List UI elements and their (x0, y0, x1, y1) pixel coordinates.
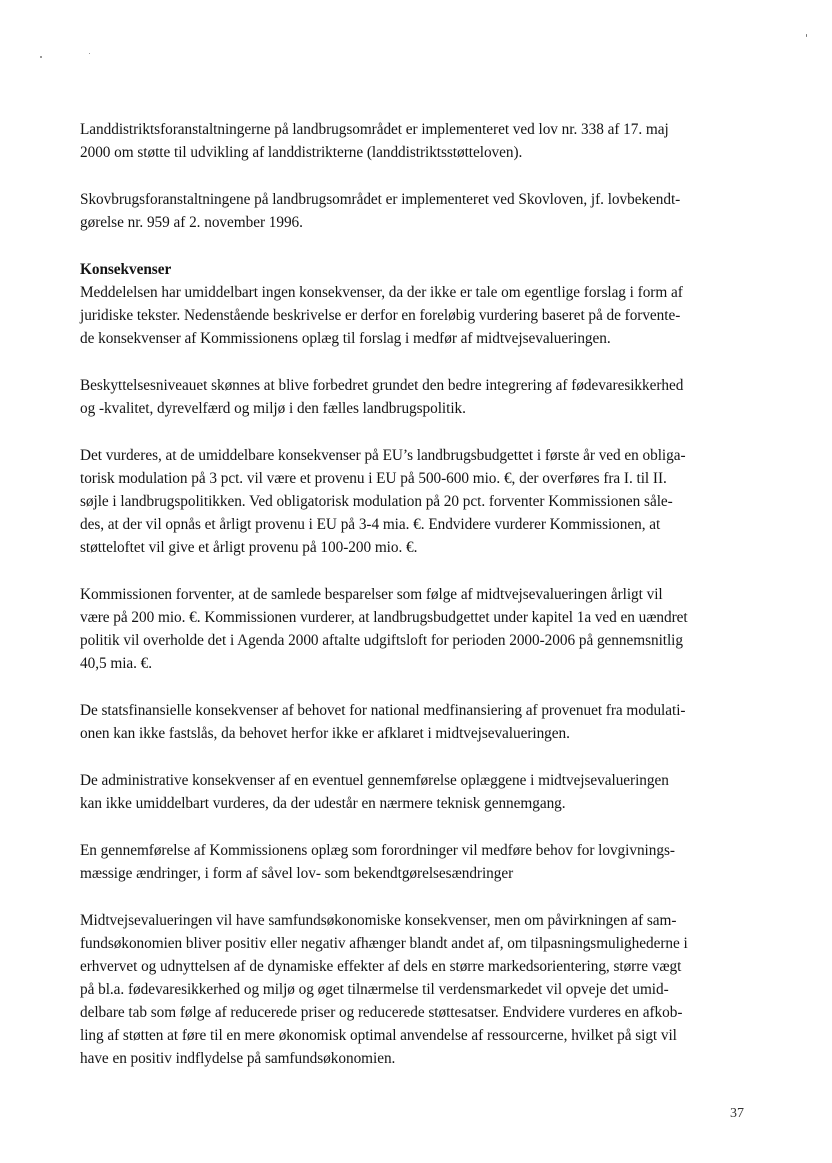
text-line: søjle i landbrugspolitikken. Ved obligatorisk modulation på 20 pct. forventer Kommissionen såle- (80, 493, 673, 510)
text-line: de konsekvenser af Kommissionens oplæg til forslag i medfør af midtvejsevalueringen. (80, 330, 611, 347)
text-line: 2000 om støtte til udvikling af landdistrikterne (landdistriktsstøtteloven). (80, 144, 523, 161)
text-line: være på 200 mio. €. Kommissionen vurderer, at landbrugsbudgettet under kapitel 1a ved en uændret (80, 609, 688, 626)
scan-speck (806, 34, 807, 37)
text-line: onen kan ikke fastslås, da behovet herfor ikke er afklaret i midtvejsevalueringen. (80, 725, 570, 742)
paragraph-lovgivning (80, 839, 752, 885)
text-line: gørelse nr. 959 af 2. november 1996. (80, 214, 303, 231)
paragraph-skovbrug (80, 188, 752, 234)
text-line: støtteloftet vil give et årligt provenu på 100-200 mio. €. (80, 539, 418, 556)
text-line: Det vurderes, at de umiddelbare konsekvenser på EU’s landbrugsbudgettet i første år ved en obliga- (80, 447, 686, 464)
scan-speck (89, 53, 90, 54)
paragraph-gap (80, 420, 752, 444)
text-line: politik vil overholde det i Agenda 2000 aftalte udgiftsloft for perioden 2000-2006 på gennemsnitlig (80, 632, 683, 649)
text-line: Midtvejsevalueringen vil have samfundsøkonomiske konsekvenser, men om påvirkningen af sam- (80, 912, 677, 929)
paragraph-gap (80, 234, 752, 258)
page-number: 37 (730, 1106, 744, 1121)
text-line: erhvervet og udnyttelsen af de dynamiske effekter af dels en større markedsorientering, større vægt (80, 958, 682, 975)
text-line: og -kvalitet, dyrevelfærd og miljø i den fælles landbrugspolitik. (80, 400, 466, 417)
text-line: kan ikke umiddelbart vurderes, da der udestår en nærmere teknisk gennemgang. (80, 795, 566, 812)
scan-speck (40, 56, 42, 58)
paragraph-gap (80, 885, 752, 909)
paragraph-gap (80, 164, 752, 188)
text-line: mæssige ændringer, i form af såvel lov- som bekendtgørelsesændringer (80, 865, 514, 882)
text-line: ling af støtten at føre til en mere økonomisk optimal anvendelse af ressourcerne, hvilket på sigt vil (80, 1027, 677, 1044)
paragraph-gap (80, 675, 752, 699)
text-line: Kommissionen forventer, at de samlede besparelser som følge af midtvejsevalueringen årligt vil (80, 586, 663, 603)
text-line: des, at der vil opnås et årligt provenu i EU på 3-4 mia. €. Endvidere vurderer Kommissionen, at (80, 516, 661, 533)
text-line: Landdistriktsforanstaltningerne på landbrugsområdet er implementeret ved lov nr. 338 af 17. maj (80, 121, 669, 138)
paragraph-gap (80, 815, 752, 839)
text-line: på bl.a. fødevaresikkerhed og miljø og øget tilnærmelse til verdensmarkedet vil opveje det umid- (80, 981, 669, 998)
paragraph-budget (80, 444, 752, 559)
text-line: De administrative konsekvenser af en eventuel gennemførelse oplæggene i midtvejsevalueringen (80, 772, 669, 789)
paragraph-gap (80, 350, 752, 374)
text-line: Meddelelsen har umiddelbart ingen konsekvenser, da der ikke er tale om egentlige forslag i form af (80, 284, 683, 301)
text-line: En gennemførelse af Kommissionens oplæg som forordninger vil medføre behov for lovgivnings- (80, 842, 675, 859)
text-line: fundsøkonomien bliver positiv eller negativ afhænger blandt andet af, om tilpasningsmulighederne i (80, 935, 688, 952)
text-line: delbare tab som følge af reducerede priser og reducerede støttesatser. Endvidere vurderes en afkob- (80, 1004, 683, 1021)
text-line: De statsfinansielle konsekvenser af behovet for national medfinansiering af provenuet fra modulati- (80, 702, 686, 719)
paragraph-beskyttelse (80, 374, 752, 420)
text-line: 40,5 mia. €. (80, 655, 153, 672)
text-line: juridiske tekster. Nedenstående beskrivelse er derfor en foreløbig vurdering baseret på de forvente- (80, 307, 681, 324)
paragraph-samfundsokonomi (80, 909, 752, 1070)
paragraph-besparelser (80, 583, 752, 675)
text-line: torisk modulation på 3 pct. vil være et provenu i EU på 500-600 mio. €, der overføres fra I. til II. (80, 470, 667, 487)
paragraph-gap (80, 745, 752, 769)
text-line: have en positiv indflydelse på samfundsøkonomien. (80, 1050, 396, 1067)
text-line: Beskyttelsesniveauet skønnes at blive forbedret grundet den bedre integrering af fødevaresikkerhed (80, 377, 684, 394)
paragraph-statsfinansielle (80, 699, 752, 745)
text-line: Skovbrugsforanstaltningene på landbrugsområdet er implementeret ved Skovloven, jf. lovbekendt- (80, 191, 681, 208)
paragraph-konsekvenser (80, 258, 752, 350)
document-body (80, 118, 752, 1070)
paragraph-landdistrikt (80, 118, 752, 164)
paragraph-gap (80, 559, 752, 583)
paragraph-administrative (80, 769, 752, 815)
section-heading: Konsekvenser (80, 261, 172, 278)
